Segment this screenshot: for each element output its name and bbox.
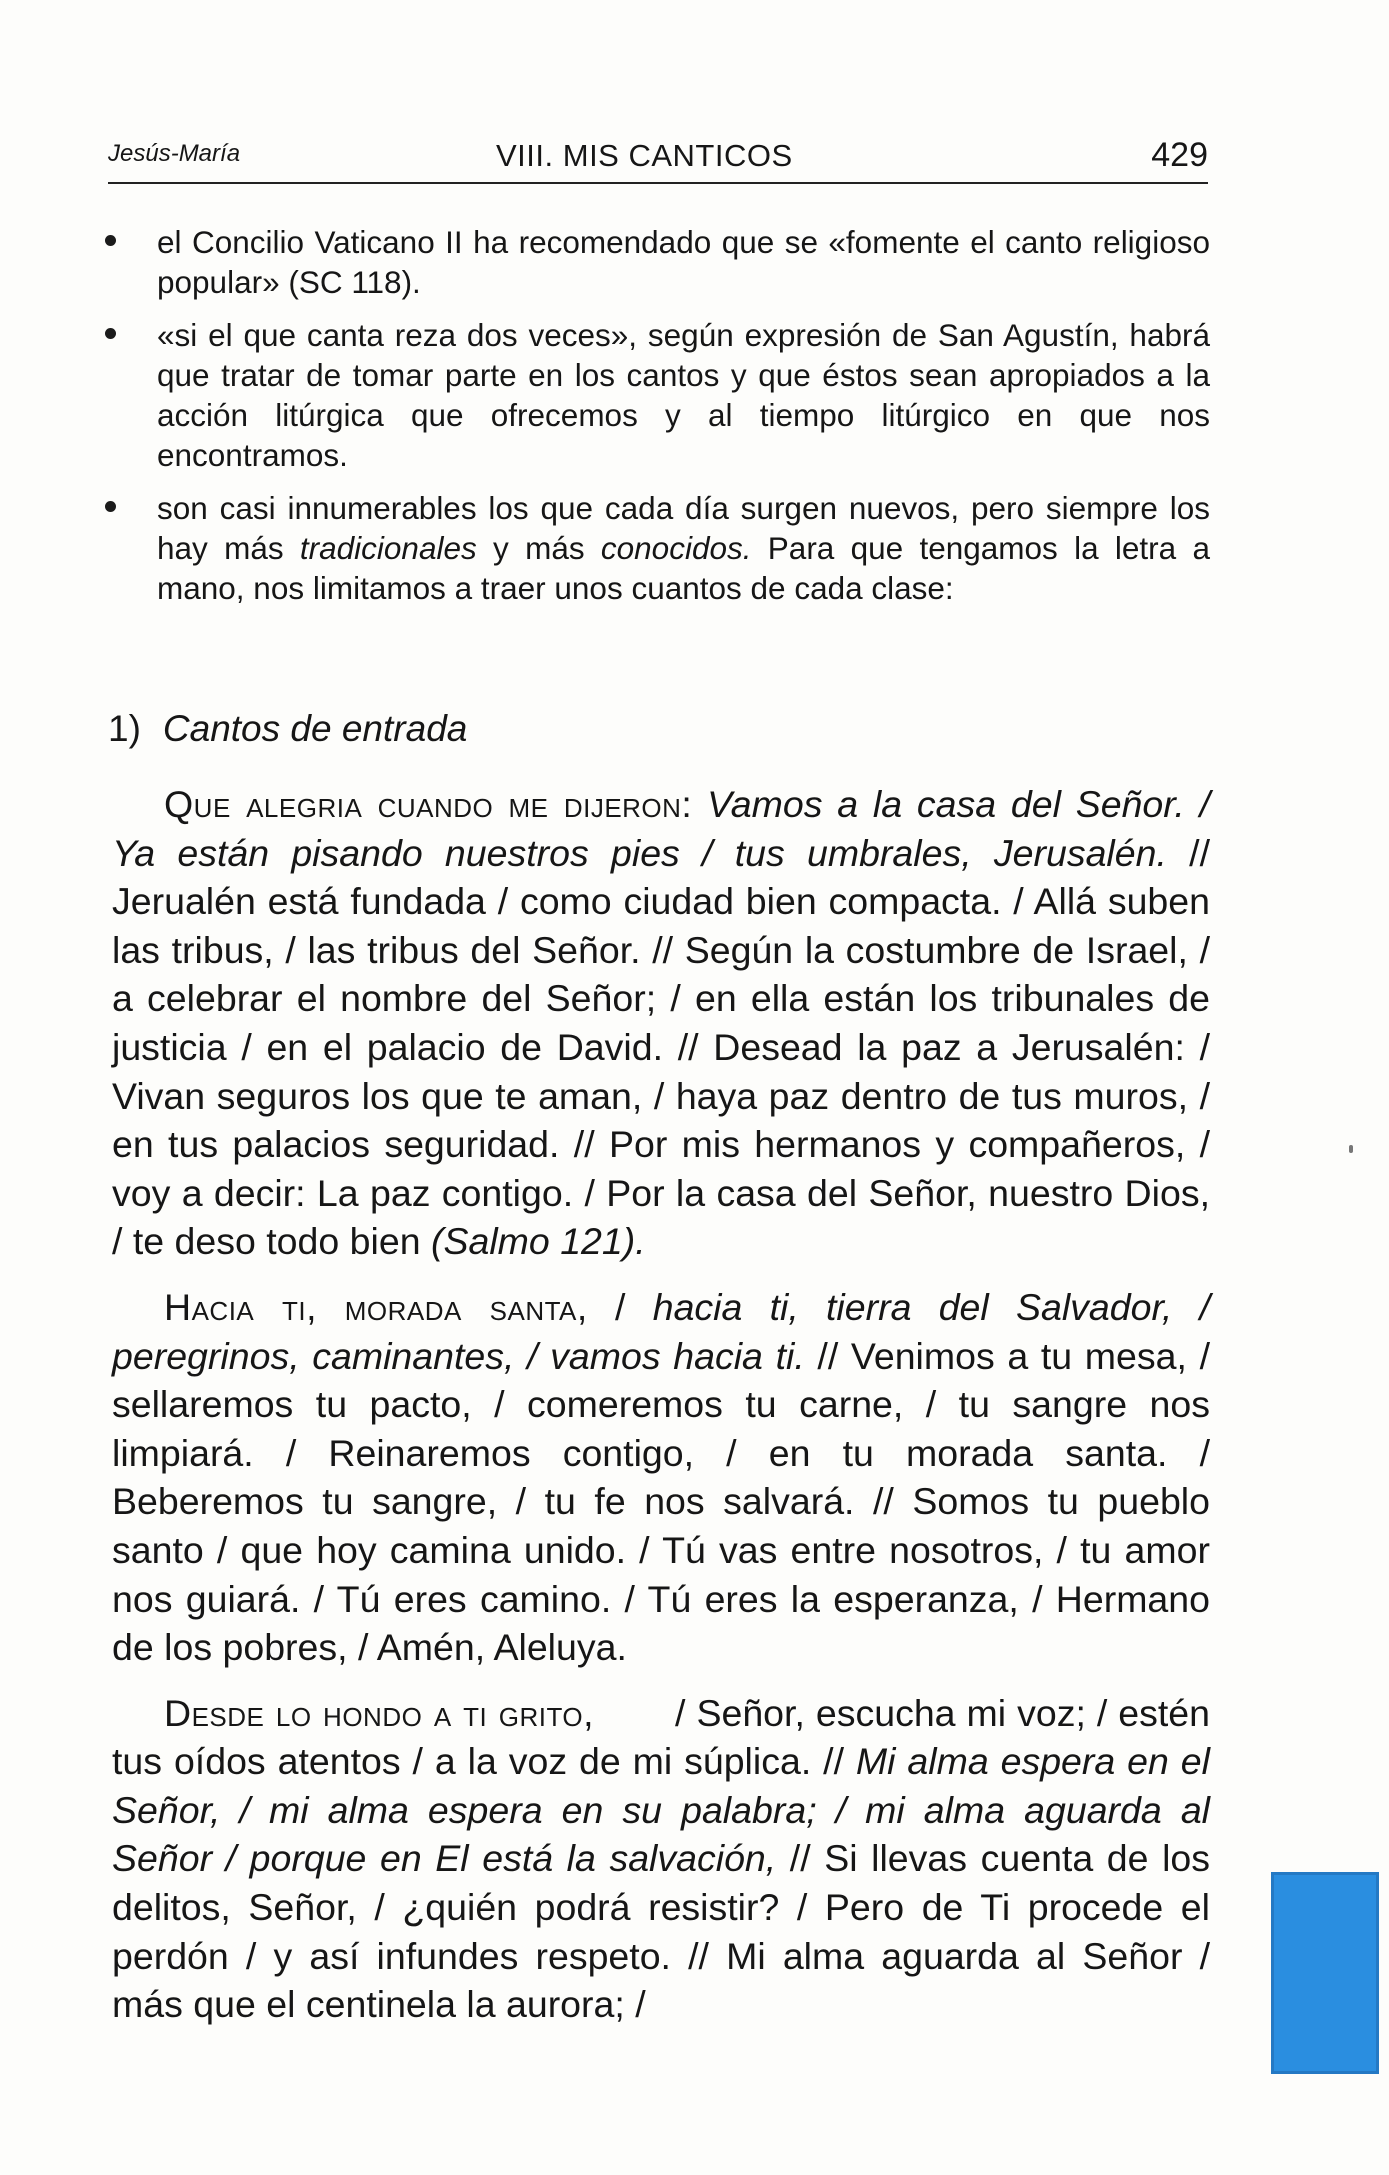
bullet-text: Para que tengamos la letra a mano, nos limitamos a traer unos cuantos de cada clase: [157, 530, 1210, 606]
running-header [108, 136, 1208, 184]
hymn-incipit: Que alegria cuando me dijeron: [164, 783, 693, 825]
page-number: 429 [1151, 136, 1208, 174]
bullet-item [105, 222, 1210, 302]
hymn-verses: // Venimos a tu mesa, / sellaremos tu pacto, / comeremos tu carne, / tu sangre nos limpiará. / Reinaremos contigo, / en tu morada santa. / Beberemos tu sangre, / tu fe nos salvará. // Somos tu pueblo santo / que hoy camina unido. / Tú vas entre nosotros, / tu amor nos guiará. / Tú eres camino. / Tú eres la esperanza, / Hermano de los pobres, / Amén, Aleluya. [112, 1334, 1210, 1669]
bullet-text: son casi innumerables los que cada día surgen nuevos, pero siempre los hay más [157, 490, 1210, 566]
bullet-dot-icon [105, 501, 116, 512]
section-number: 1) [108, 708, 141, 749]
bullet-emphasis: conocidos. [600, 530, 752, 566]
hymn-verses: / Señor, escucha mi voz; / estén tus oídos atentos / a la voz de mi súplica. // [112, 1691, 1211, 1783]
running-header-author: Jesús-María [108, 140, 241, 167]
bullet-item [105, 315, 1210, 475]
hymn-paragraph [112, 780, 1210, 1266]
hymn-incipit: Hacia ti, morada santa, [164, 1285, 588, 1328]
section-title: Cantos de entrada [162, 708, 468, 749]
bullet-text: y más [476, 530, 601, 566]
hymn-refrain: Mi alma espera en el Señor, / mi alma espera en su palabra; / mi alma aguarda al Señor / porque en El está la salvación, [112, 1740, 1210, 1880]
bullet-text: el Concilio Vaticano II ha recomendado que se «fomente el canto religioso popular» (SC 118). [157, 224, 1210, 300]
margin-mark [1349, 1145, 1353, 1153]
thumb-index-tab [1271, 1872, 1379, 2074]
hymn-source: (Salmo 121). [431, 1220, 646, 1263]
hymn-paragraph [112, 1689, 1210, 2029]
bullet-item [105, 488, 1210, 608]
bullet-list [105, 222, 1210, 621]
hymn-separator: / [587, 1285, 653, 1328]
section-heading [108, 708, 467, 750]
hymn-paragraph [112, 1283, 1210, 1672]
hymn-refrain: hacia ti, tierra del Salvador, / peregrinos, caminantes, / vamos hacia ti. [112, 1285, 1210, 1377]
bullet-text: «si el que canta reza dos veces», según expresión de San Agustín, habrá que tratar de tomar parte en los cantos y que éstos sean apropiados a la acción litúrgica que ofrecemos y al tiempo litúrgico en que nos encontramos. [157, 317, 1210, 473]
bullet-dot-icon [105, 328, 116, 339]
hymn-verses: // Jerualén está fundada / como ciudad bien compacta. / Allá suben las tribus, / las tribus del Señor. // Según la costumbre de Israel, / a celebrar el nombre del Señor; / en ella están los tribunales de justicia / en el palacio de David. // Desead la paz a Jerusalén: / Vivan seguros los que te aman, / haya paz dentro de tus muros, / en tus palacios seguridad. // Por mis hermanos y compañeros, / voy a decir: La paz contigo. / Por la casa del Señor, nuestro Dios, / te deso todo bien [112, 831, 1210, 1263]
hymn-verses: // Si llevas cuenta de los delitos, Señor, / ¿quién podrá resistir? / Pero de Ti procede el perdón / y así infundes respeto. // Mi alma aguarda al Señor / más que el centinela la aurora; / [112, 1837, 1211, 2026]
hymn-incipit: Desde lo hondo a ti grito, [164, 1691, 595, 1734]
running-header-chapter: VIII. MIS CANTICOS [496, 138, 793, 173]
bullet-dot-icon [105, 235, 116, 246]
hymn-refrain: Vamos a la casa del Señor. / Ya están pisando nuestros pies / tus umbrales, Jerusalén. [112, 783, 1210, 874]
bullet-emphasis: tradicionales [299, 530, 477, 566]
hymn-list [112, 780, 1210, 2046]
